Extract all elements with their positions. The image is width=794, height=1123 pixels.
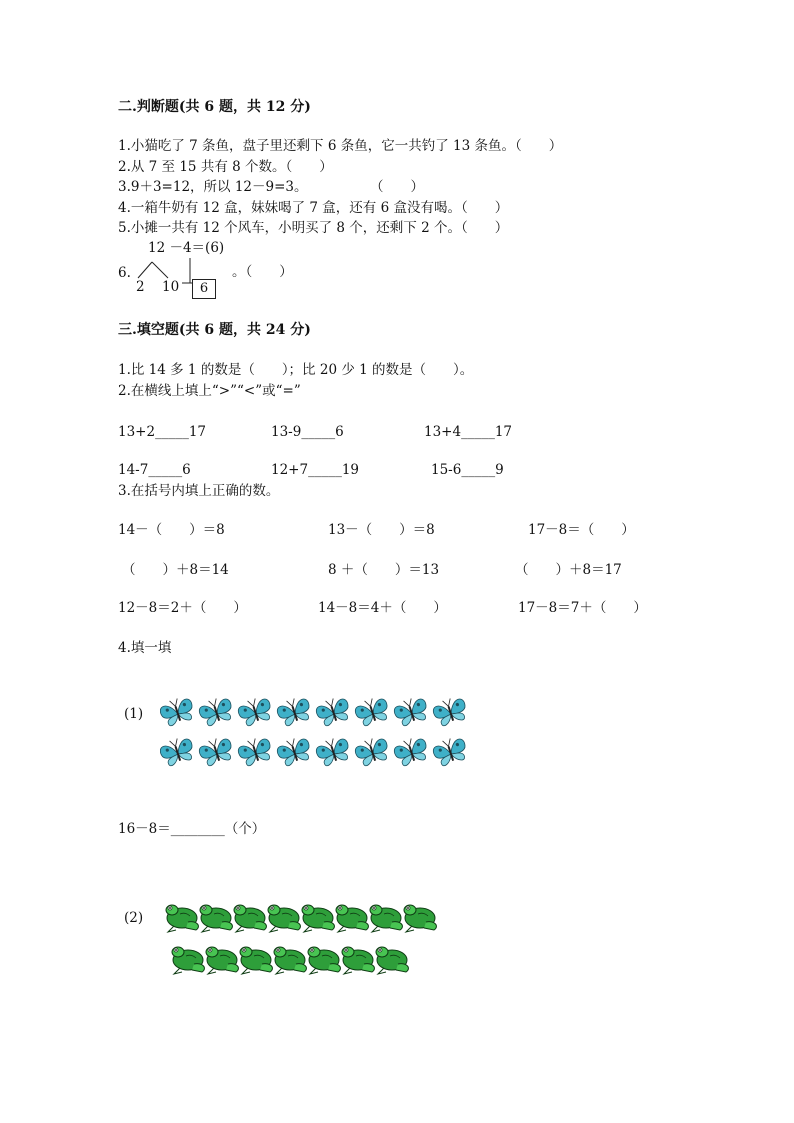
frog-icon xyxy=(200,905,232,932)
fill-q4: 4.填一填 xyxy=(118,640,172,656)
frog-icon xyxy=(336,905,368,932)
butterfly-icon xyxy=(314,695,352,728)
split-left-number: 2 xyxy=(136,279,145,295)
part1-equation: 16－8＝________（个） xyxy=(118,821,266,837)
frog-icon xyxy=(342,947,374,974)
compare-item: 13+4_____17 xyxy=(424,424,513,440)
judge-q2: 2.从 7 至 15 共有 8 个数。（ ） xyxy=(118,159,333,175)
fill-bracket-item: 17－8＝（ ） xyxy=(528,522,635,538)
judge-q3: 3.9＋3=12，所以 12－9=3。 xyxy=(118,179,308,195)
butterfly-icon xyxy=(392,735,430,768)
judge-q6-number: 6. xyxy=(118,265,131,281)
compare-item: 13-9_____6 xyxy=(271,424,344,440)
fill-bracket-item: 13－（ ）＝8 xyxy=(328,522,435,538)
butterfly-picture xyxy=(160,694,478,776)
frog-icon xyxy=(376,947,408,974)
butterfly-icon xyxy=(160,735,196,768)
fill-q3: 3.在括号内填上正确的数。 xyxy=(118,483,280,499)
fill-q2: 2.在横线上填上“>”“<”或“=” xyxy=(118,383,301,399)
butterfly-icon xyxy=(197,695,235,728)
section3-heading: 三.填空题(共 6 题，共 24 分) xyxy=(118,322,311,338)
fill-bracket-item: 14－8＝4＋（ ） xyxy=(318,600,447,616)
butterfly-icon xyxy=(236,695,274,728)
frog-icon xyxy=(370,905,402,932)
judge-q6-bracket: 。（ ） xyxy=(232,264,293,280)
frog-icon xyxy=(268,905,300,932)
frog-icon xyxy=(166,905,198,932)
split-right-number: 10 xyxy=(162,279,180,295)
butterfly-icon xyxy=(431,735,469,768)
butterfly-icon xyxy=(392,695,430,728)
fill-bracket-item: （ ）＋8＝14 xyxy=(122,562,229,578)
butterfly-icon xyxy=(236,735,274,768)
fill-bracket-item: （ ）＋8＝17 xyxy=(515,562,622,578)
butterfly-icon xyxy=(197,735,235,768)
frog-icon xyxy=(302,905,334,932)
judge-q5: 5.小摊一共有 12 个风车，小明买了 8 个，还剩下 2 个。（ ） xyxy=(118,220,509,236)
fill-bracket-item: 14－（ ）＝8 xyxy=(118,522,225,538)
split-answer-box: 6 xyxy=(192,279,216,299)
butterfly-icon xyxy=(314,735,352,768)
section2-heading: 二.判断题(共 6 题，共 12 分) xyxy=(118,99,311,115)
fill-bracket-item: 17－8＝7＋（ ） xyxy=(518,600,647,616)
compare-item: 13+2_____17 xyxy=(118,424,207,440)
compare-item: 14-7_____6 xyxy=(118,462,191,478)
frog-picture xyxy=(162,894,440,984)
butterfly-icon xyxy=(353,735,391,768)
part2-label: (2) xyxy=(124,910,144,926)
judge-q1: 1.小猫吃了 7 条鱼，盘子里还剩下 6 条鱼，它一共钓了 13 条鱼。（ ） xyxy=(118,138,563,154)
butterfly-icon xyxy=(275,695,313,728)
fill-bracket-item: 8 ＋（ ）＝13 xyxy=(328,562,440,578)
judge-q4: 4.一箱牛奶有 12 盒，妹妹喝了 7 盒，还有 6 盒没有喝。（ ） xyxy=(118,200,509,216)
frog-icon xyxy=(234,905,266,932)
compare-item: 15-6_____9 xyxy=(431,462,504,478)
frog-icon xyxy=(404,905,436,932)
fill-q1: 1.比 14 多 1 的数是（ ）；比 20 少 1 的数是（ ）。 xyxy=(118,362,474,378)
judge-q6-equation: 12 －4＝(6) xyxy=(148,240,225,256)
frog-icon xyxy=(206,947,238,974)
butterfly-icon xyxy=(160,695,196,728)
frog-icon xyxy=(172,947,204,974)
butterfly-icon xyxy=(431,695,469,728)
butterfly-icon xyxy=(275,735,313,768)
part1-label: (1) xyxy=(124,706,144,722)
frog-icon xyxy=(274,947,306,974)
compare-item: 12+7_____19 xyxy=(271,462,360,478)
frog-icon xyxy=(308,947,340,974)
frog-icon xyxy=(240,947,272,974)
butterfly-icon xyxy=(353,695,391,728)
judge-q3-bracket: （ ） xyxy=(370,179,424,195)
fill-bracket-item: 12－8＝2＋（ ） xyxy=(118,600,247,616)
